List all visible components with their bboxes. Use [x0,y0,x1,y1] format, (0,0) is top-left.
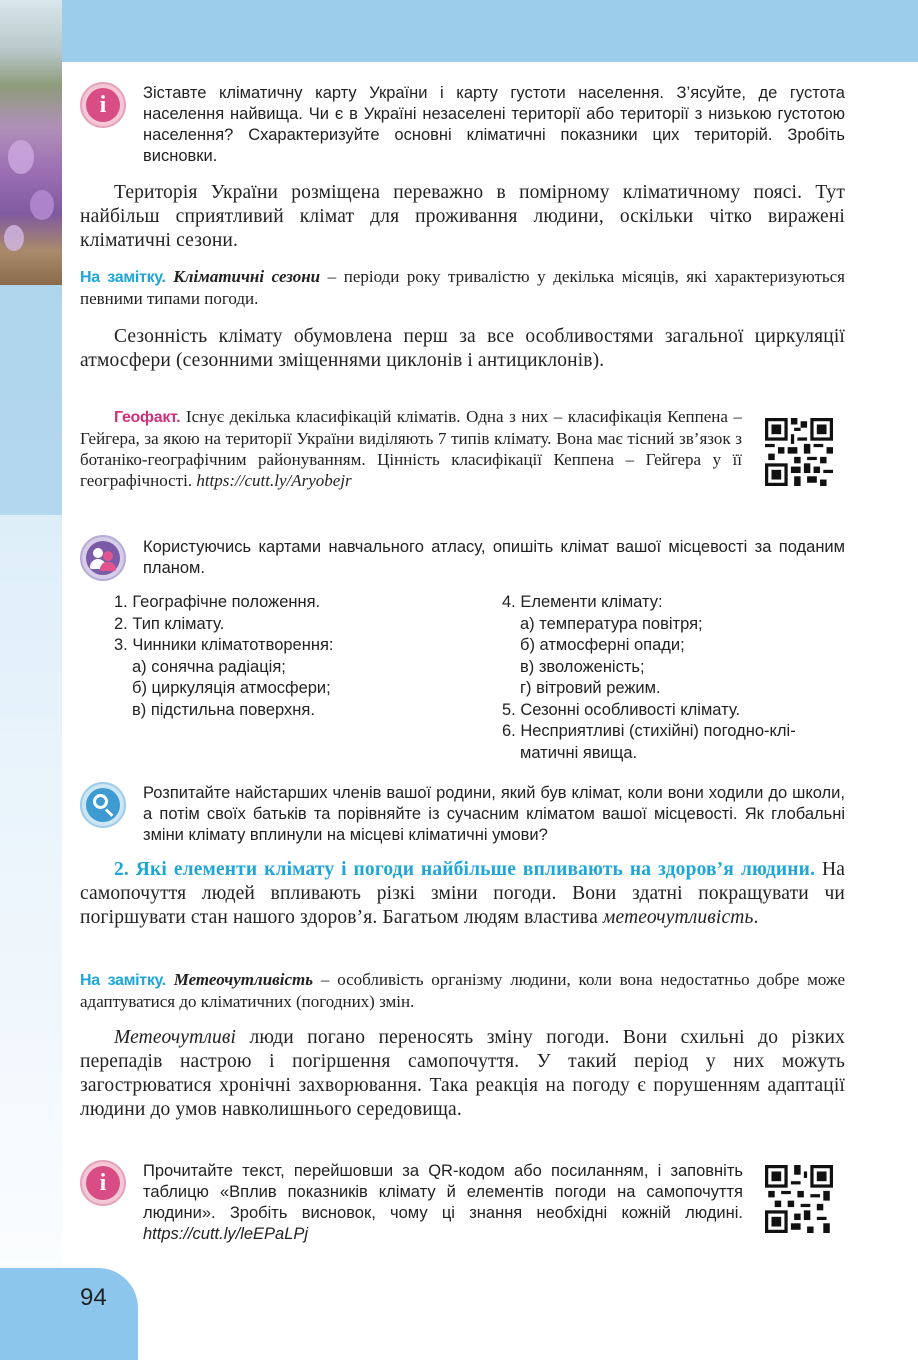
plan-item: 6. Несприятливі (стихійні) погодно-клі- [502,722,796,740]
paragraph-climate-zone: Територія України розміщена переважно в помірному кліматичному поясі. Тут найбільш сприятливий клімат для проживання людини, оскільки чітко виражені кліматичні сезони. [80,182,845,251]
note-term: Метеочутливість [173,970,314,989]
plan-subitem: г) вітровий режим. [520,679,661,697]
note-climate-seasons [80,266,845,309]
magnifier-icon [86,788,120,822]
page-number: 94 [80,1284,107,1311]
note-label: На замітку. [80,972,166,989]
research-icon [80,782,126,828]
plan-item: 4. Елементи клімату: [502,593,663,611]
plan-subitem: а) сонячна радіація; [132,657,286,676]
paragraph-text: люди погано переносять зміну погоди. Вони схильні до різких перепадів настрою і погіршення самопочуття. У такий період у них можуть загострюватися хронічні захворювання. Така реакція на погоду є порушенням адаптації людини до умов навколишнього середовища. [80,1027,845,1120]
margin-bar [0,285,62,515]
geofact-label: Геофакт. [114,409,181,426]
crocus-photo [0,0,62,285]
section-heading: 2. Які елементи клімату і погоди найбільше впливають на здоров’я людини. [114,859,816,880]
paragraph-seasonality: Сезонність клімату обумовлена перш за все особливостями загальної циркуляції атмосфери (сезонними зміщеннями циклонів і антициклонів). [80,326,845,371]
geofact-text: Існує декілька класифікацій кліматів. Одна з них – класифікація Кеппена – Гейгера, за якою на території України виділяють 7 типів клімату. Вона має тісний зв’язок з ботаніко-географічним районуванням. Цінність класифікації Кеппена – Гейгера у її географічності. [80,407,742,490]
plan-item: 1. Географічне положення. [114,593,321,611]
plan-subitem: б) циркуляція атмосфери; [132,679,331,697]
qr-code[interactable] [765,418,833,486]
plan-list-right [502,592,796,764]
info-icon-glyph: i [86,1166,120,1200]
plan-list-left [114,592,333,721]
info-icon-glyph: i [86,88,120,122]
plan-subitem: в) зволоженість; [520,657,645,676]
note-meteosensitivity [80,969,845,1012]
plan-subitem: в) підстильна поверхня. [132,700,315,719]
plan-item: 5. Сезонні особливості клімату. [502,700,741,719]
task-ask-relatives: Розпитайте найстарших членів вашої родини, який був клімат, коли вони ходили до школи, а потім своїх батьків та порівняйте із сучасним кліматом вашої місцевості. Як глобальні зміни клімату вплинули на місцеві кліматичні умови? [143,784,845,844]
task-link[interactable]: https://cutt.ly/leEPaLPj [143,1225,309,1243]
info-icon [80,1160,126,1206]
plan-subitem: а) температура повітря; [520,614,703,633]
info-icon [80,82,126,128]
paragraph-term: Метеочутливі [114,1027,237,1048]
page-number-tab [0,1268,138,1360]
group-work-icon [80,535,126,581]
plan-item: 3. Чинники кліматотворення: [114,636,334,654]
section-health-effects [80,858,845,930]
task-describe-climate: Користуючись картами навчального атласу, опишіть клімат вашої місцевості за поданим планом. [143,538,845,577]
people-icon [86,541,120,575]
note-definition: – особливість організму людини, коли вона недостатньо добре може адаптуватися до кліматичних (погодних) змін. [80,970,845,1011]
note-label: На замітку. [80,269,166,286]
task-text: Прочитайте текст, перейшовши за QR-кодом або посиланням, і заповніть таблицю «Вплив показників клімату й елементів погоди на самопочуття людини». Зробіть висновок, чому ці знання необхідні кожній людині. [143,1162,743,1222]
plan-subitem: б) атмосферні опади; [520,636,685,654]
flower-shape [8,140,34,174]
geofact-block [80,406,742,491]
task-read-text [143,1161,743,1245]
geofact-link[interactable]: https://cutt.ly/Aryobejr [196,471,352,490]
section-term: метеочутливість [602,907,754,928]
header-band [62,0,918,62]
section-end: . [753,907,759,928]
note-definition: – періоди року тривалістю у декілька місяців, які характеризуються певними типами погоди. [80,267,846,308]
flower-shape [4,225,24,251]
paragraph-meteosensitive [80,1026,845,1122]
note-term: Кліматичні сезони [173,267,321,286]
qr-code[interactable] [765,1165,833,1233]
section-text: На самопочуття людей впливають різкі зміни погоди. Вони здатні покращувати чи погіршувати стан нашого здоров’я. Багатьом людям властива [80,859,845,928]
plan-item: 2. Тип клімату. [114,614,225,633]
flower-shape [30,190,54,220]
task-compare-maps: Зіставте кліматичну карту України і карту густоти населення. З’ясуйте, де густота населення найвища. Чи є в Україні незаселені території або території з низькою густотою населення? Схарактеризуйте основні кліматичні показники цих територій. Зробіть висновки. [143,84,845,165]
plan-item-continued: матичні явища. [520,743,638,762]
